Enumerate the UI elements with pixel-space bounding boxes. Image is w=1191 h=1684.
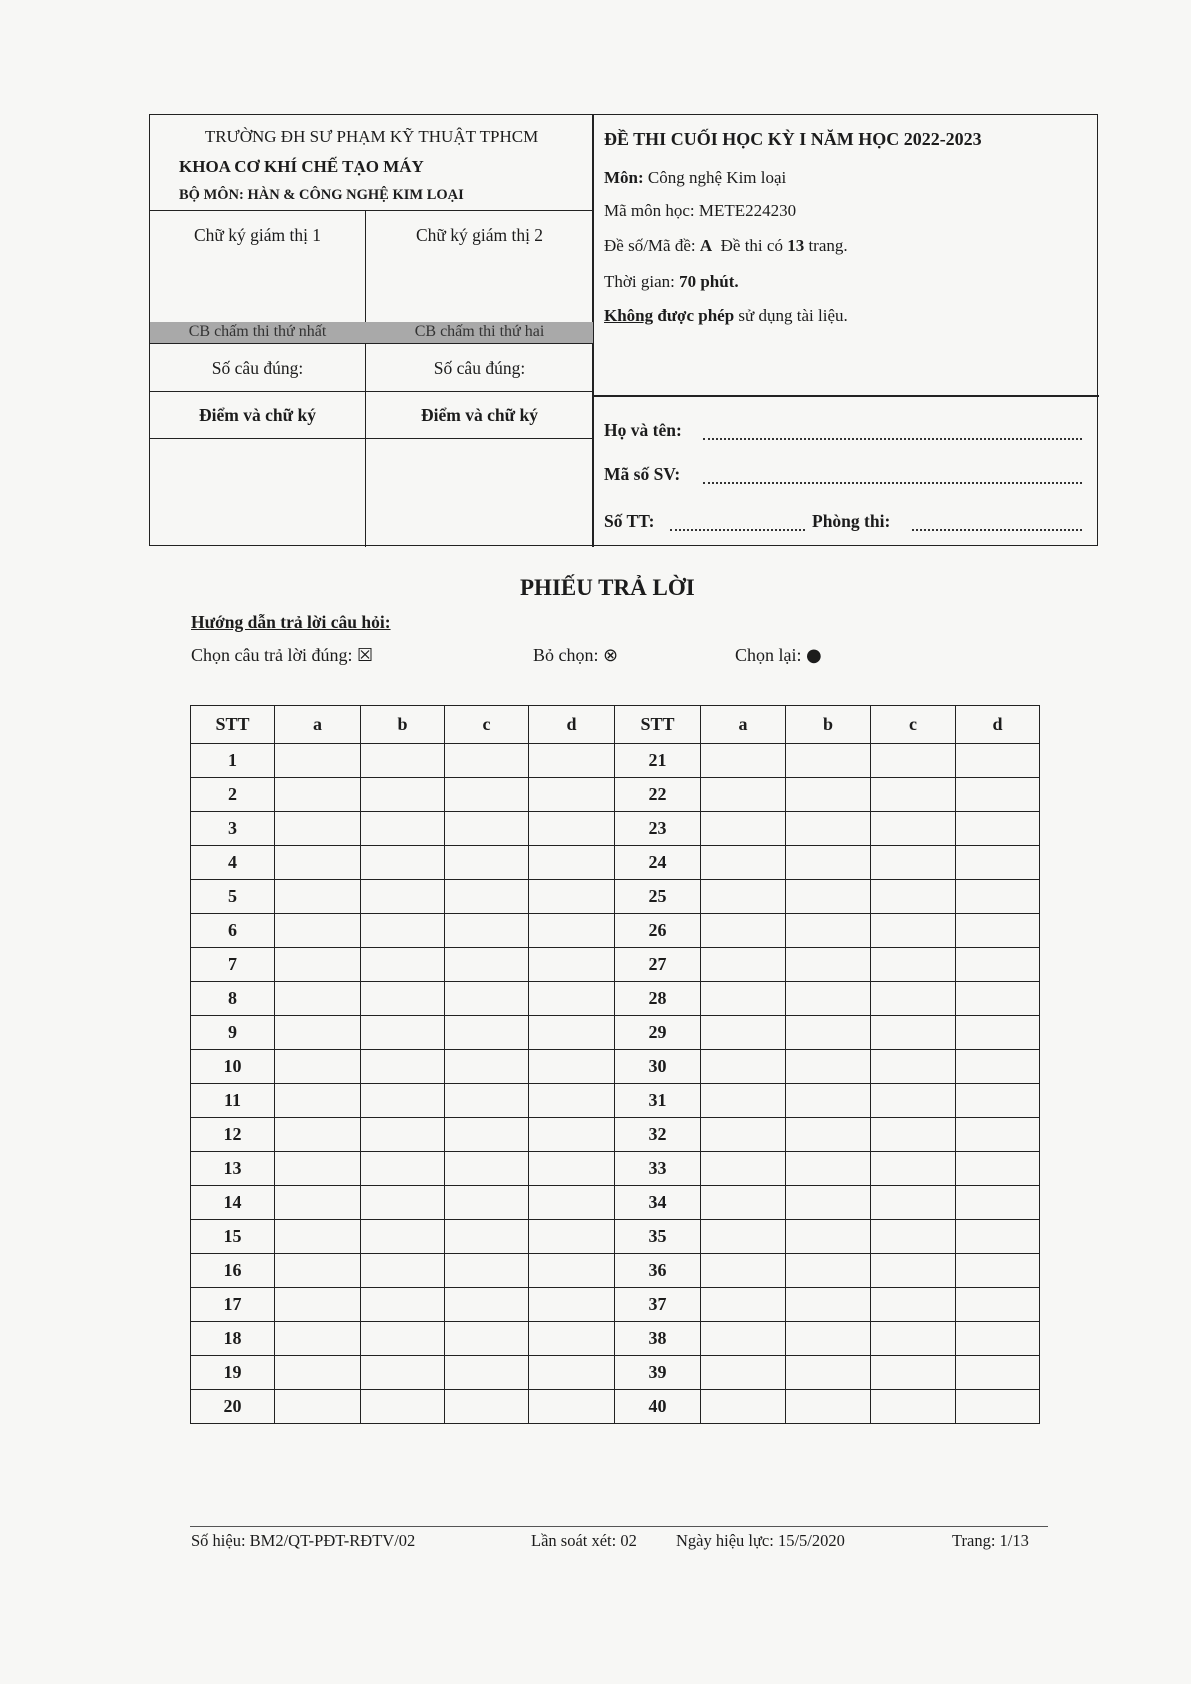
answer-cell-d[interactable]	[529, 1356, 615, 1390]
answer-cell-d[interactable]	[956, 1186, 1040, 1220]
answer-cell-a[interactable]	[701, 880, 786, 914]
answer-cell-c[interactable]	[871, 948, 956, 982]
answer-cell-c[interactable]	[445, 982, 529, 1016]
reselect-label: Chọn lại:	[735, 645, 802, 665]
answer-cell-a[interactable]	[701, 778, 786, 812]
exam-version-line	[604, 236, 848, 256]
instruction-choose	[191, 645, 373, 666]
question-number: 26	[615, 914, 701, 948]
grader2-label: CB chấm thi thứ hai	[414, 323, 545, 340]
table-row	[191, 1186, 1040, 1220]
answer-cell-b[interactable]	[786, 1356, 871, 1390]
table-row	[191, 1254, 1040, 1288]
grader1-score-signature: Điểm và chữ ký	[199, 405, 316, 425]
answer-cell-c[interactable]	[871, 1356, 956, 1390]
answer-cell-a[interactable]	[275, 812, 361, 846]
answer-cell-d[interactable]	[529, 1220, 615, 1254]
answer-cell-d[interactable]	[529, 1050, 615, 1084]
question-number: 28	[615, 982, 701, 1016]
answer-cell-a[interactable]	[701, 1084, 786, 1118]
question-number: 7	[191, 948, 275, 982]
question-number: 16	[191, 1254, 275, 1288]
student-name-label: Họ và tên:	[604, 420, 682, 440]
answer-cell-b[interactable]	[786, 1050, 871, 1084]
instructions-heading: Hướng dẫn trả lời câu hỏi:	[191, 612, 391, 632]
revision-number: Lần soát xét: 02	[531, 1531, 637, 1550]
table-row	[191, 982, 1040, 1016]
answer-cell-b[interactable]	[361, 914, 445, 948]
answer-cell-a[interactable]	[701, 1356, 786, 1390]
question-number: 9	[191, 1016, 275, 1050]
column-header-option-a: a	[275, 706, 361, 744]
seq-number-label: Số TT:	[604, 511, 655, 531]
question-number: 33	[615, 1152, 701, 1186]
answer-cell-a[interactable]	[275, 914, 361, 948]
question-number: 1	[191, 744, 275, 778]
question-number: 31	[615, 1084, 701, 1118]
answer-cell-a[interactable]	[275, 948, 361, 982]
student-id-label: Mã số SV:	[604, 464, 681, 484]
answer-cell-b[interactable]	[361, 1288, 445, 1322]
question-number: 4	[191, 846, 275, 880]
instruction-reselect	[735, 645, 822, 666]
answer-cell-c[interactable]	[871, 1118, 956, 1152]
answer-cell-c[interactable]	[445, 1220, 529, 1254]
header-divider	[150, 438, 593, 439]
answer-cell-b[interactable]	[786, 1152, 871, 1186]
question-number: 29	[615, 1016, 701, 1050]
answer-cell-a[interactable]	[701, 948, 786, 982]
answer-cell-c[interactable]	[445, 1016, 529, 1050]
form-code: Số hiệu: BM2/QT-PĐT-RĐTV/02	[191, 1531, 416, 1550]
question-number: 35	[615, 1220, 701, 1254]
table-row	[191, 1118, 1040, 1152]
answer-cell-b[interactable]	[361, 1390, 445, 1424]
answer-cell-b[interactable]	[361, 1118, 445, 1152]
table-row	[191, 880, 1040, 914]
answer-cell-d[interactable]	[529, 914, 615, 948]
question-number: 24	[615, 846, 701, 880]
answer-cell-d[interactable]	[529, 1186, 615, 1220]
answer-cell-b[interactable]	[786, 948, 871, 982]
answer-cell-c[interactable]	[871, 914, 956, 948]
question-number: 10	[191, 1050, 275, 1084]
answer-cell-c[interactable]	[871, 1322, 956, 1356]
answer-cell-d[interactable]	[956, 846, 1040, 880]
answer-cell-b[interactable]	[361, 982, 445, 1016]
answer-cell-d[interactable]	[529, 846, 615, 880]
header-divider	[150, 391, 593, 392]
subject-value: Công nghệ Kim loại	[647, 168, 787, 187]
answer-cell-b[interactable]	[361, 1152, 445, 1186]
answer-cell-d[interactable]	[956, 1050, 1040, 1084]
student-name-field[interactable]	[703, 438, 1082, 440]
question-number: 6	[191, 914, 275, 948]
question-number: 38	[615, 1322, 701, 1356]
course-code-value: METE224230	[698, 201, 797, 220]
materials-rule	[604, 306, 848, 326]
answer-cell-b[interactable]	[361, 1050, 445, 1084]
answer-cell-d[interactable]	[529, 1016, 615, 1050]
answer-sheet-title: PHIẾU TRẢ LỜI	[520, 575, 695, 600]
answer-cell-b[interactable]	[361, 1220, 445, 1254]
answer-cell-c[interactable]	[445, 1118, 529, 1152]
pages-count: 13	[787, 236, 805, 255]
answer-cell-c[interactable]	[871, 1390, 956, 1424]
table-row	[191, 1288, 1040, 1322]
question-number: 39	[615, 1356, 701, 1390]
answer-cell-b[interactable]	[786, 846, 871, 880]
exam-title: ĐỀ THI CUỐI HỌC KỲ I NĂM HỌC 2022-2023	[604, 129, 982, 149]
question-number: 36	[615, 1254, 701, 1288]
answer-cell-d[interactable]	[529, 744, 615, 778]
answer-cell-c[interactable]	[871, 1220, 956, 1254]
answer-cell-d[interactable]	[956, 1084, 1040, 1118]
proctor1-signature-label: Chữ ký giám thị 1	[193, 225, 322, 245]
university-name: TRƯỜNG ĐH SƯ PHẠM KỸ THUẬT TPHCM	[204, 127, 539, 146]
answer-cell-a[interactable]	[275, 1152, 361, 1186]
question-number: 22	[615, 778, 701, 812]
exam-room-label: Phòng thi:	[812, 511, 891, 531]
answer-cell-d[interactable]	[956, 1152, 1040, 1186]
grader2-correct-count: Số câu đúng:	[433, 358, 526, 378]
department-name: BỘ MÔN: HÀN & CÔNG NGHỆ KIM LOẠI	[179, 187, 464, 203]
answer-cell-c[interactable]	[445, 846, 529, 880]
answer-cell-b[interactable]	[361, 846, 445, 880]
answer-cell-b[interactable]	[361, 1186, 445, 1220]
answer-cell-a[interactable]	[275, 1288, 361, 1322]
checked-box-icon: ☒	[357, 645, 374, 666]
question-number: 18	[191, 1322, 275, 1356]
answer-cell-b[interactable]	[361, 744, 445, 778]
version-value: A	[699, 236, 713, 255]
table-row	[191, 1050, 1040, 1084]
answer-cell-c[interactable]	[871, 1254, 956, 1288]
circled-x-icon: ⊗	[603, 645, 619, 666]
footer-rule	[190, 1526, 1048, 1527]
grader1-correct-count: Số câu đúng:	[211, 358, 304, 378]
choose-label: Chọn câu trả lời đúng:	[191, 645, 353, 665]
answer-cell-b[interactable]	[786, 1390, 871, 1424]
answer-cell-c[interactable]	[445, 1322, 529, 1356]
header-divider	[593, 395, 1099, 397]
table-row	[191, 744, 1040, 778]
question-number: 13	[191, 1152, 275, 1186]
answer-cell-c[interactable]	[871, 1084, 956, 1118]
proctor2-signature-label: Chữ ký giám thị 2	[415, 225, 544, 245]
table-row	[191, 846, 1040, 880]
answer-cell-d[interactable]	[956, 778, 1040, 812]
answer-cell-c[interactable]	[445, 1084, 529, 1118]
answer-cell-b[interactable]	[786, 982, 871, 1016]
question-number: 11	[191, 1084, 275, 1118]
answer-cell-c[interactable]	[445, 1288, 529, 1322]
table-row	[191, 1220, 1040, 1254]
answer-cell-b[interactable]	[786, 744, 871, 778]
column-header-option-d: d	[529, 706, 615, 744]
answer-cell-c[interactable]	[871, 1050, 956, 1084]
question-number: 20	[191, 1390, 275, 1424]
question-number: 40	[615, 1390, 701, 1424]
answer-cell-c[interactable]	[871, 846, 956, 880]
answer-cell-c[interactable]	[445, 1152, 529, 1186]
instruction-unselect	[533, 645, 618, 666]
answer-cell-a[interactable]	[701, 1254, 786, 1288]
column-header-option-b: b	[361, 706, 445, 744]
answer-cell-a[interactable]	[701, 1288, 786, 1322]
answer-cell-a[interactable]	[275, 1118, 361, 1152]
answer-cell-b[interactable]	[786, 1254, 871, 1288]
answer-cell-b[interactable]	[786, 1084, 871, 1118]
duration-line	[604, 272, 739, 292]
answer-cell-c[interactable]	[445, 1254, 529, 1288]
answer-cell-b[interactable]	[786, 880, 871, 914]
unselect-label: Bỏ chọn:	[533, 645, 599, 665]
table-row	[191, 1016, 1040, 1050]
question-number: 3	[191, 812, 275, 846]
question-number: 37	[615, 1288, 701, 1322]
table-row	[191, 1390, 1040, 1424]
answer-cell-d[interactable]	[956, 1288, 1040, 1322]
column-header-option-d: d	[956, 706, 1040, 744]
answer-cell-b[interactable]	[786, 1220, 871, 1254]
answer-cell-b[interactable]	[361, 778, 445, 812]
answer-cell-b[interactable]	[361, 1084, 445, 1118]
answer-cell-b[interactable]	[361, 812, 445, 846]
pages-suffix: trang.	[808, 236, 848, 255]
answer-cell-b[interactable]	[361, 1356, 445, 1390]
filled-circle-icon: ●	[806, 645, 822, 666]
answer-cell-a[interactable]	[275, 1390, 361, 1424]
course-code-label: Mã môn học:	[604, 201, 695, 220]
answer-cell-d[interactable]	[956, 880, 1040, 914]
answer-cell-b[interactable]	[361, 1016, 445, 1050]
answer-cell-d[interactable]	[956, 1390, 1040, 1424]
answer-cell-a[interactable]	[275, 1220, 361, 1254]
answer-cell-d[interactable]	[956, 1356, 1040, 1390]
answer-cell-c[interactable]	[445, 914, 529, 948]
answer-cell-c[interactable]	[871, 1288, 956, 1322]
answer-cell-a[interactable]	[701, 1186, 786, 1220]
question-number: 15	[191, 1220, 275, 1254]
answer-cell-d[interactable]	[956, 948, 1040, 982]
duration-value: 70 phút.	[679, 272, 739, 291]
answer-cell-c[interactable]	[871, 1186, 956, 1220]
answer-cell-a[interactable]	[701, 1152, 786, 1186]
table-row	[191, 914, 1040, 948]
table-row	[191, 1152, 1040, 1186]
answer-cell-b[interactable]	[786, 1118, 871, 1152]
column-header-option-c: c	[871, 706, 956, 744]
answer-cell-b[interactable]	[361, 880, 445, 914]
header-divider	[150, 210, 593, 211]
answer-cell-b[interactable]	[361, 1254, 445, 1288]
answer-grid	[190, 705, 1040, 1424]
answer-cell-a[interactable]	[701, 1220, 786, 1254]
answer-cell-c[interactable]	[445, 880, 529, 914]
answer-cell-c[interactable]	[445, 1186, 529, 1220]
answer-cell-b[interactable]	[786, 778, 871, 812]
answer-cell-b[interactable]	[786, 1016, 871, 1050]
subject-line	[604, 168, 786, 188]
answer-cell-a[interactable]	[275, 744, 361, 778]
question-number: 34	[615, 1186, 701, 1220]
column-header-stt: STT	[191, 706, 275, 744]
column-header-option-c: c	[445, 706, 529, 744]
answer-cell-d[interactable]	[956, 1254, 1040, 1288]
table-row	[191, 1084, 1040, 1118]
question-number: 14	[191, 1186, 275, 1220]
answer-cell-a[interactable]	[701, 982, 786, 1016]
subject-label: Môn:	[604, 168, 644, 187]
page-number: Trang: 1/13	[952, 1531, 1029, 1550]
rule-negation: Không	[604, 306, 654, 325]
answer-cell-a[interactable]	[701, 914, 786, 948]
question-number: 25	[615, 880, 701, 914]
answer-cell-b[interactable]	[786, 1288, 871, 1322]
answer-cell-d[interactable]	[529, 812, 615, 846]
student-id-field[interactable]	[703, 482, 1082, 484]
answer-cell-a[interactable]	[275, 1254, 361, 1288]
answer-cell-a[interactable]	[701, 1322, 786, 1356]
answer-cell-c[interactable]	[871, 778, 956, 812]
answer-cell-d[interactable]	[956, 982, 1040, 1016]
answer-cell-d[interactable]	[956, 1118, 1040, 1152]
answer-cell-d[interactable]	[956, 1322, 1040, 1356]
question-number: 27	[615, 948, 701, 982]
answer-cell-c[interactable]	[445, 948, 529, 982]
pages-prefix: Đề thi có	[720, 236, 783, 255]
answer-cell-d[interactable]	[529, 1322, 615, 1356]
column-header-option-b: b	[786, 706, 871, 744]
answer-cell-c[interactable]	[445, 1050, 529, 1084]
answer-cell-d[interactable]	[529, 1118, 615, 1152]
table-row	[191, 1356, 1040, 1390]
effective-date: Ngày hiệu lực: 15/5/2020	[676, 1531, 845, 1550]
answer-cell-a[interactable]	[701, 1016, 786, 1050]
answer-cell-a[interactable]	[701, 1390, 786, 1424]
column-header-option-a: a	[701, 706, 786, 744]
answer-cell-a[interactable]	[275, 778, 361, 812]
question-number: 5	[191, 880, 275, 914]
seq-number-field[interactable]	[670, 529, 805, 531]
answer-cell-c[interactable]	[871, 880, 956, 914]
table-row	[191, 948, 1040, 982]
answer-cell-c[interactable]	[871, 1152, 956, 1186]
answer-cell-b[interactable]	[786, 1322, 871, 1356]
table-row	[191, 778, 1040, 812]
answer-cell-b[interactable]	[786, 812, 871, 846]
answer-cell-d[interactable]	[956, 1016, 1040, 1050]
answer-cell-d[interactable]	[529, 880, 615, 914]
answer-cell-b[interactable]	[786, 1186, 871, 1220]
answer-cell-a[interactable]	[275, 1016, 361, 1050]
answer-cell-c[interactable]	[871, 1016, 956, 1050]
answer-cell-d[interactable]	[529, 778, 615, 812]
question-number: 30	[615, 1050, 701, 1084]
rule-rest: sử dụng tài liệu.	[738, 306, 848, 325]
answer-cell-a[interactable]	[275, 1356, 361, 1390]
answer-cell-a[interactable]	[701, 1118, 786, 1152]
grader1-label: CB chấm thi thứ nhất	[188, 323, 327, 340]
version-label: Đề số/Mã đề:	[604, 236, 696, 255]
answer-cell-a[interactable]	[701, 1050, 786, 1084]
answer-cell-d[interactable]	[956, 744, 1040, 778]
answer-cell-d[interactable]	[529, 982, 615, 1016]
answer-cell-a[interactable]	[701, 744, 786, 778]
exam-header	[149, 114, 1098, 546]
answer-cell-a[interactable]	[275, 1322, 361, 1356]
answer-cell-d[interactable]	[956, 812, 1040, 846]
answer-cell-c[interactable]	[445, 744, 529, 778]
table-row	[191, 1322, 1040, 1356]
answer-cell-a[interactable]	[701, 812, 786, 846]
answer-cell-c[interactable]	[445, 1390, 529, 1424]
answer-cell-a[interactable]	[275, 982, 361, 1016]
question-number: 32	[615, 1118, 701, 1152]
answer-cell-c[interactable]	[445, 778, 529, 812]
column-header-stt: STT	[615, 706, 701, 744]
answer-cell-a[interactable]	[275, 1084, 361, 1118]
answer-cell-a[interactable]	[275, 846, 361, 880]
question-number: 21	[615, 744, 701, 778]
answer-cell-b[interactable]	[786, 914, 871, 948]
answer-cell-d[interactable]	[529, 1390, 615, 1424]
answer-cell-c[interactable]	[871, 812, 956, 846]
question-number: 8	[191, 982, 275, 1016]
answer-cell-d[interactable]	[529, 1254, 615, 1288]
question-number: 2	[191, 778, 275, 812]
answer-cell-d[interactable]	[529, 948, 615, 982]
answer-cell-a[interactable]	[275, 1186, 361, 1220]
answer-cell-d[interactable]	[529, 1152, 615, 1186]
answer-cell-b[interactable]	[361, 948, 445, 982]
question-number: 19	[191, 1356, 275, 1390]
question-number: 23	[615, 812, 701, 846]
answer-grid-header	[191, 706, 1040, 744]
answer-cell-d[interactable]	[529, 1288, 615, 1322]
header-divider	[150, 343, 593, 344]
answer-cell-a[interactable]	[275, 1050, 361, 1084]
rule-bold: được phép	[657, 306, 735, 325]
answer-cell-d[interactable]	[956, 914, 1040, 948]
answer-cell-d[interactable]	[956, 1220, 1040, 1254]
question-number: 17	[191, 1288, 275, 1322]
answer-cell-a[interactable]	[275, 880, 361, 914]
answer-cell-c[interactable]	[445, 1356, 529, 1390]
question-number: 12	[191, 1118, 275, 1152]
answer-cell-c[interactable]	[445, 812, 529, 846]
answer-cell-a[interactable]	[701, 846, 786, 880]
table-row	[191, 812, 1040, 846]
answer-cell-c[interactable]	[871, 744, 956, 778]
duration-label: Thời gian:	[604, 272, 675, 291]
course-code-line	[604, 201, 796, 221]
answer-cell-d[interactable]	[529, 1084, 615, 1118]
exam-room-field[interactable]	[912, 529, 1082, 531]
grader2-score-signature: Điểm và chữ ký	[421, 405, 538, 425]
answer-cell-c[interactable]	[871, 982, 956, 1016]
faculty-name: KHOA CƠ KHÍ CHẾ TẠO MÁY	[179, 157, 424, 176]
answer-cell-b[interactable]	[361, 1322, 445, 1356]
